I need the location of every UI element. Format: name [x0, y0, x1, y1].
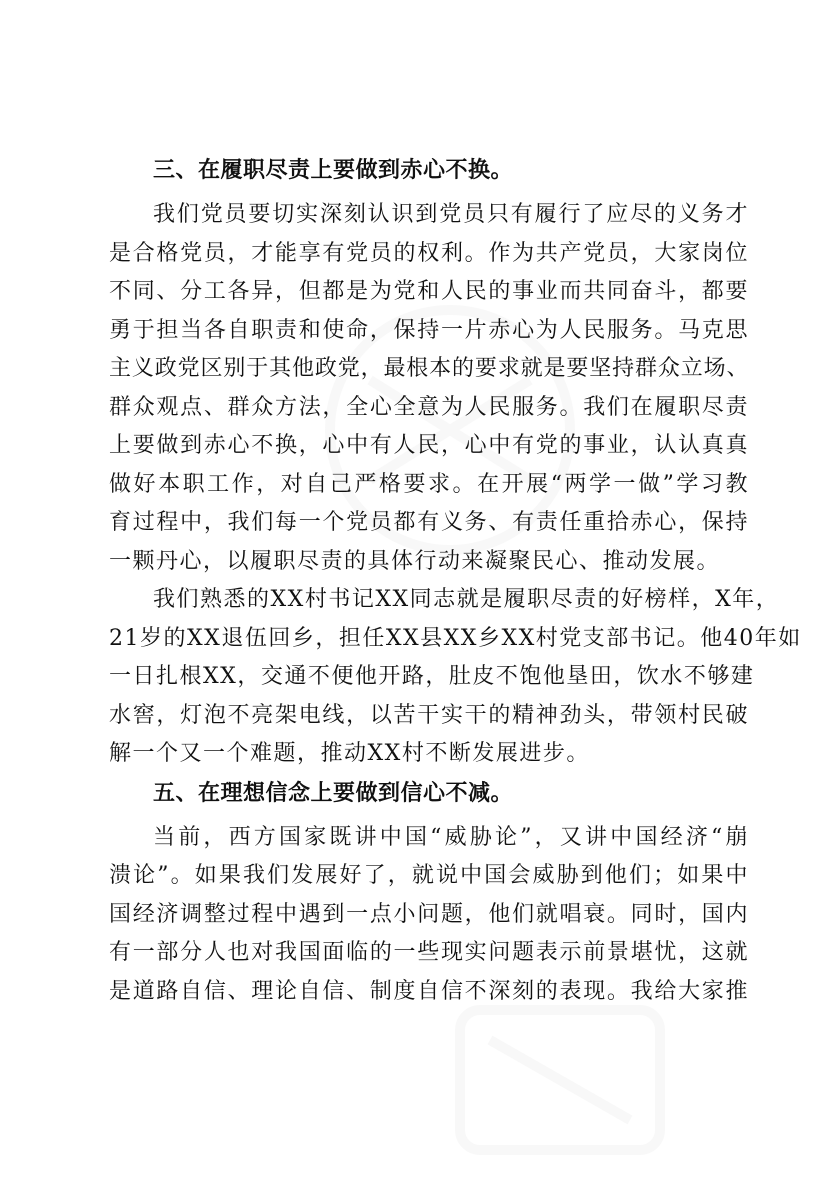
section-heading-three: 三、在履职尽责上要做到赤心不换。 [153, 158, 514, 183]
text-line: 做好本职工作，对自己严格要求。在开展“两学一做”学习教 [109, 471, 749, 497]
section-heading-five: 五、在理想信念上要做到信心不减。 [153, 780, 514, 806]
text-line: 21岁的XX退伍回乡，担任XX县XX乡XX村党支部书记。他40年如 [109, 625, 802, 651]
text-line: 我们党员要切实深刻认识到党员只有履行了应尽的义务才 [153, 202, 749, 227]
text-line: 不同、分工各异，但都是为党和人民的事业而共同奋斗，都要 [109, 279, 749, 304]
text-line: 群众观点、群众方法，全心全意为人民服务。我们在履职尽责 [109, 394, 749, 420]
paragraph-duty [109, 196, 749, 581]
text-line: 当前，西方国家既讲中国“威胁论”，又讲中国经济“崩 [153, 824, 749, 850]
text-line: 一日扎根XX，交通不便他开路，肚皮不饱他垦田，饮水不够建 [109, 664, 755, 689]
text-line: 水窖，灯泡不亮架电线，以苦干实干的精神劲头，带领村民破 [109, 702, 749, 728]
text-line: 我们熟悉的XX村书记XX同志就是履职尽责的好榜样，X年， [153, 587, 780, 612]
text-line: 是道路自信、理论自信、制度自信不深刻的表现。我给大家推 [109, 978, 749, 1004]
text-line: 是合格党员，才能享有党员的权利。作为共产党员，大家岗位 [109, 240, 749, 266]
text-line: 上要做到赤心不换，心中有人民，心中有党的事业，认认真真 [109, 433, 749, 458]
text-line: 育过程中，我们每一个党员都有义务、有责任重拾赤心，保持 [109, 510, 749, 535]
document-body [109, 151, 802, 1011]
text-line: 一颗丹心，以履职尽责的具体行动来凝聚民心、推动发展。 [109, 548, 721, 574]
text-line: 主义政党区别于其他政党，最根本的要求就是要坚持群众立场、 [109, 356, 749, 381]
paragraph-confidence [109, 819, 749, 1012]
text-line: 有一部分人也对我国面临的一些现实问题表示前景堪忧，这就 [109, 940, 749, 965]
text-line: 解一个又一个难题，推动XX村不断发展进步。 [109, 741, 590, 766]
text-line: 勇于担当各自职责和使命，保持一片赤心为人民服务。马克思 [109, 317, 749, 343]
paragraph-example [109, 581, 802, 774]
text-line: 溃论”。如果我们发展好了，就说中国会威胁到他们；如果中 [109, 863, 749, 888]
text-line: 国经济调整过程中遇到一点小问题，他们就唱衰。同时，国内 [109, 901, 749, 927]
